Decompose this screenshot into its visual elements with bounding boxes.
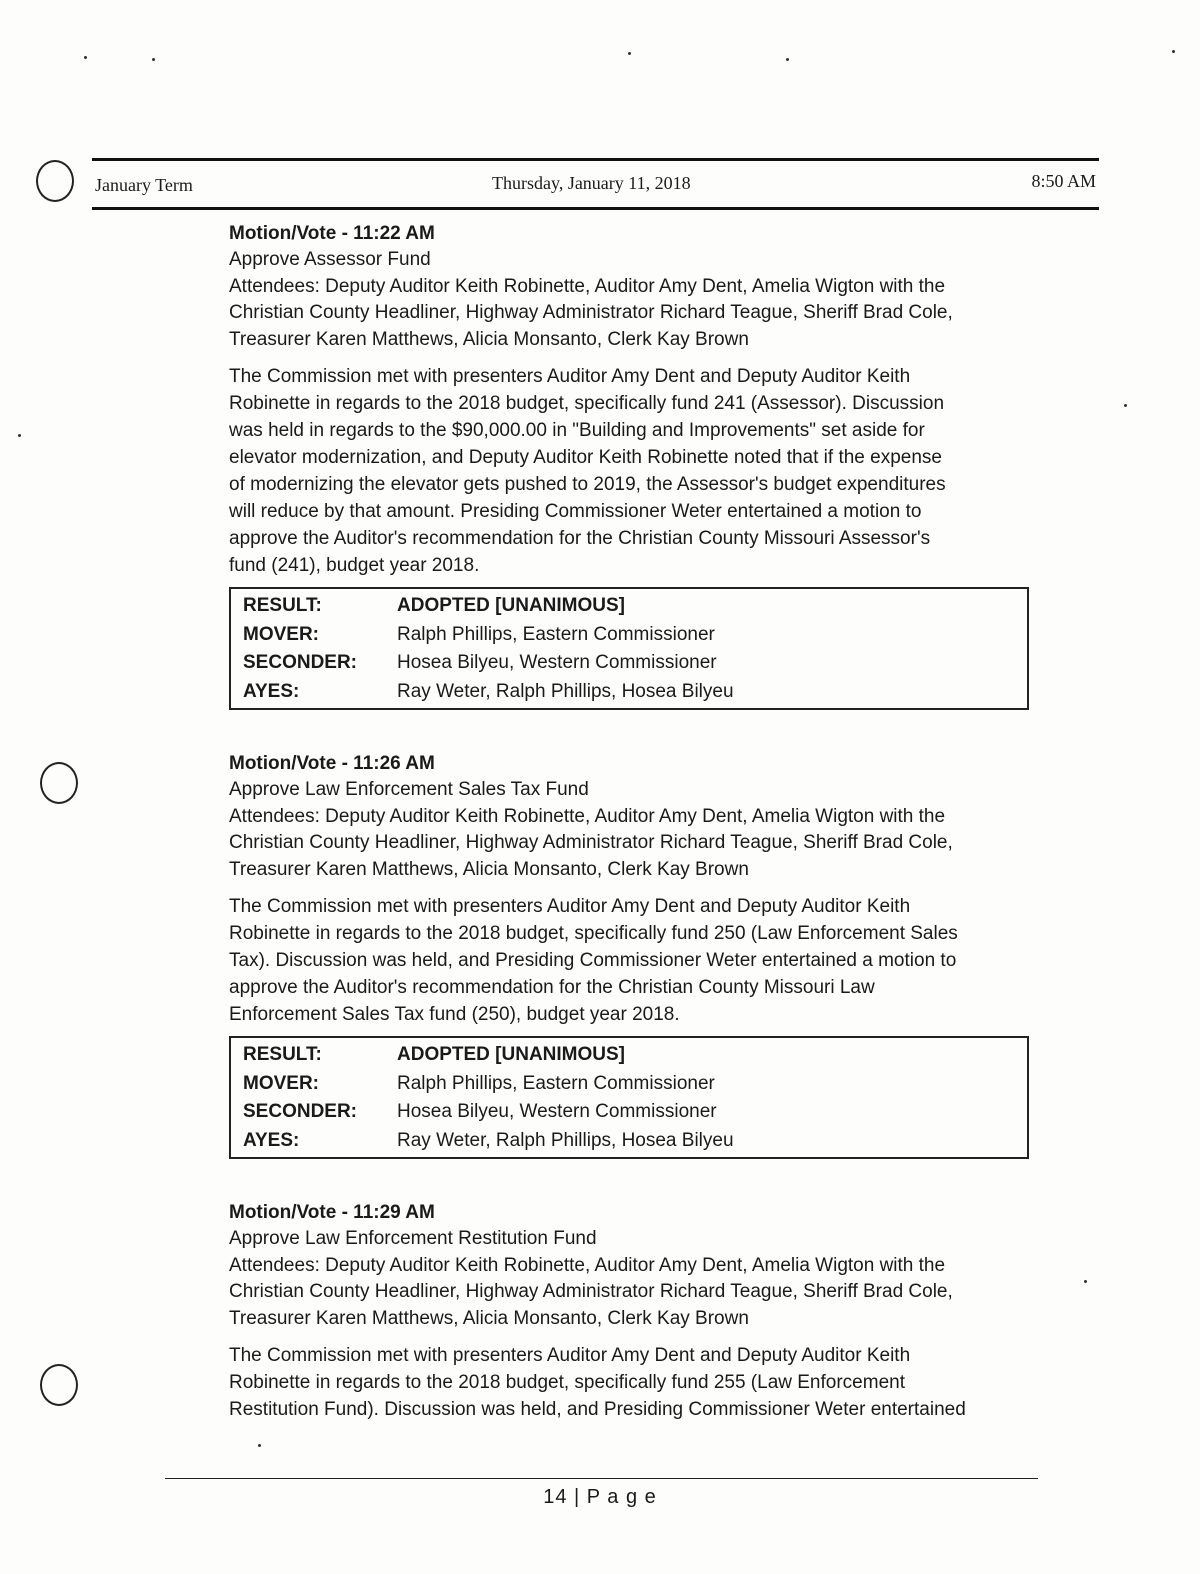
- paragraph-line: approve the Auditor's recommendation for the Christian County Missouri Law: [229, 977, 875, 998]
- vote-row-seconder: [231, 1098, 1027, 1127]
- vote-label: RESULT:: [243, 1044, 322, 1065]
- vote-row-mover: [231, 1070, 1027, 1099]
- vote-row-result: [231, 1041, 1027, 1070]
- discussion-paragraph: [229, 1342, 1029, 1423]
- motion-title: Motion/Vote - 11:26 AM: [229, 753, 435, 774]
- minutes-content: [229, 220, 1029, 1423]
- paragraph-line: elevator modernization, and Deputy Auditor Keith Robinette noted that if the expense: [229, 447, 942, 468]
- paragraph-line: Robinette in regards to the 2018 budget, specifically fund 255 (Law Enforcement: [229, 1372, 905, 1393]
- attendees-line: Treasurer Karen Matthews, Alicia Monsanto, Clerk Kay Brown: [229, 858, 749, 880]
- vote-result-table: [229, 1036, 1029, 1159]
- attendees-line: Christian County Headliner, Highway Administrator Richard Teague, Sheriff Brad Cole,: [229, 832, 953, 853]
- scan-speck: [258, 1444, 261, 1447]
- vote-value: Ray Weter, Ralph Phillips, Hosea Bilyeu: [397, 1129, 734, 1151]
- paragraph-line: Robinette in regards to the 2018 budget, specifically fund 250 (Law Enforcement Sales: [229, 923, 958, 944]
- scan-speck: [1124, 404, 1127, 407]
- paragraph-line: was held in regards to the $90,000.00 in "Building and Improvements" set aside for: [229, 420, 925, 441]
- attendees: [229, 274, 1029, 354]
- vote-label: AYES:: [243, 1129, 300, 1151]
- discussion-paragraph: [229, 363, 1029, 579]
- motion-section: [229, 220, 1029, 710]
- vote-label: AYES:: [243, 680, 300, 702]
- paragraph-line: Robinette in regards to the 2018 budget, specifically fund 241 (Assessor). Discussion: [229, 393, 945, 414]
- vote-label: MOVER:: [243, 1072, 319, 1094]
- scan-speck: [18, 434, 21, 437]
- attendees-line: Attendees: Deputy Auditor Keith Robinette, Auditor Amy Dent, Amelia Wigton with the: [229, 275, 946, 297]
- vote-value: ADOPTED [UNANIMOUS]: [397, 595, 625, 616]
- attendees-line: Christian County Headliner, Highway Administrator Richard Teague, Sheriff Brad Cole,: [229, 1281, 953, 1302]
- paragraph-line: of modernizing the elevator gets pushed to 2019, the Assessor's budget expenditures: [229, 474, 946, 495]
- punch-hole: [36, 160, 74, 202]
- attendees-line: Treasurer Karen Matthews, Alicia Monsanto, Clerk Kay Brown: [229, 328, 749, 350]
- scan-speck: [1172, 50, 1175, 53]
- punch-hole: [40, 762, 78, 804]
- attendees: [229, 1253, 1029, 1333]
- header-term: January Term: [95, 175, 193, 195]
- motion-subject: Approve Law Enforcement Restitution Fund: [229, 1228, 597, 1249]
- discussion-paragraph: [229, 893, 1029, 1028]
- vote-value: Hosea Bilyeu, Western Commissioner: [397, 652, 717, 673]
- scan-speck: [786, 58, 789, 61]
- page-header: [92, 158, 1099, 210]
- page-number: 14 | P a g e: [543, 1486, 657, 1508]
- paragraph-line: The Commission met with presenters Auditor Amy Dent and Deputy Auditor Keith: [229, 896, 911, 917]
- motion-title: Motion/Vote - 11:29 AM: [229, 1202, 435, 1223]
- paragraph-line: approve the Auditor's recommendation for the Christian County Missouri Assessor's: [229, 528, 931, 549]
- paragraph-line: Tax). Discussion was held, and Presiding Commissioner Weter entertained a motion to: [229, 950, 957, 971]
- attendees-line: Attendees: Deputy Auditor Keith Robinette, Auditor Amy Dent, Amelia Wigton with the: [229, 805, 946, 827]
- vote-value: ADOPTED [UNANIMOUS]: [397, 1044, 625, 1065]
- scan-speck: [628, 52, 631, 55]
- vote-value: Ray Weter, Ralph Phillips, Hosea Bilyeu: [397, 680, 734, 702]
- footer-rule: [165, 1478, 1038, 1479]
- vote-result-table: [229, 587, 1029, 710]
- vote-value: Hosea Bilyeu, Western Commissioner: [397, 1101, 717, 1122]
- header-date: Thursday, January 11, 2018: [492, 173, 691, 193]
- attendees-line: Attendees: Deputy Auditor Keith Robinette, Auditor Amy Dent, Amelia Wigton with the: [229, 1254, 946, 1276]
- motion-section: [229, 750, 1029, 1159]
- vote-label: SECONDER:: [243, 652, 358, 673]
- motion-subject: Approve Law Enforcement Sales Tax Fund: [229, 779, 589, 800]
- header-time: 8:50 AM: [1031, 171, 1096, 191]
- paragraph-line: Enforcement Sales Tax fund (250), budget year 2018.: [229, 1004, 680, 1025]
- vote-label: MOVER:: [243, 623, 319, 645]
- vote-row-seconder: [231, 649, 1027, 678]
- paragraph-line: Restitution Fund). Discussion was held, and Presiding Commissioner Weter entertained: [229, 1399, 966, 1420]
- paragraph-line: fund (241), budget year 2018.: [229, 555, 480, 576]
- vote-label: SECONDER:: [243, 1101, 358, 1122]
- attendees-line: Treasurer Karen Matthews, Alicia Monsanto, Clerk Kay Brown: [229, 1307, 749, 1329]
- motion-section: [229, 1199, 1029, 1423]
- vote-value: Ralph Phillips, Eastern Commissioner: [397, 623, 715, 645]
- vote-value: Ralph Phillips, Eastern Commissioner: [397, 1072, 715, 1094]
- attendees: [229, 804, 1029, 884]
- vote-row-mover: [231, 621, 1027, 650]
- scan-speck: [152, 58, 155, 61]
- paragraph-line: The Commission met with presenters Auditor Amy Dent and Deputy Auditor Keith: [229, 1345, 911, 1366]
- motion-title: Motion/Vote - 11:22 AM: [229, 223, 435, 244]
- vote-label: RESULT:: [243, 595, 322, 616]
- scan-speck: [84, 56, 87, 59]
- vote-row-result: [231, 592, 1027, 621]
- paragraph-line: will reduce by that amount. Presiding Commissioner Weter entertained a motion to: [229, 501, 922, 522]
- attendees-line: Christian County Headliner, Highway Administrator Richard Teague, Sheriff Brad Cole,: [229, 302, 953, 323]
- paragraph-line: The Commission met with presenters Auditor Amy Dent and Deputy Auditor Keith: [229, 366, 911, 387]
- scan-speck: [1084, 1280, 1087, 1283]
- vote-row-ayes: [231, 678, 1027, 707]
- motion-subject: Approve Assessor Fund: [229, 249, 431, 270]
- vote-row-ayes: [231, 1127, 1027, 1156]
- punch-hole: [40, 1364, 78, 1406]
